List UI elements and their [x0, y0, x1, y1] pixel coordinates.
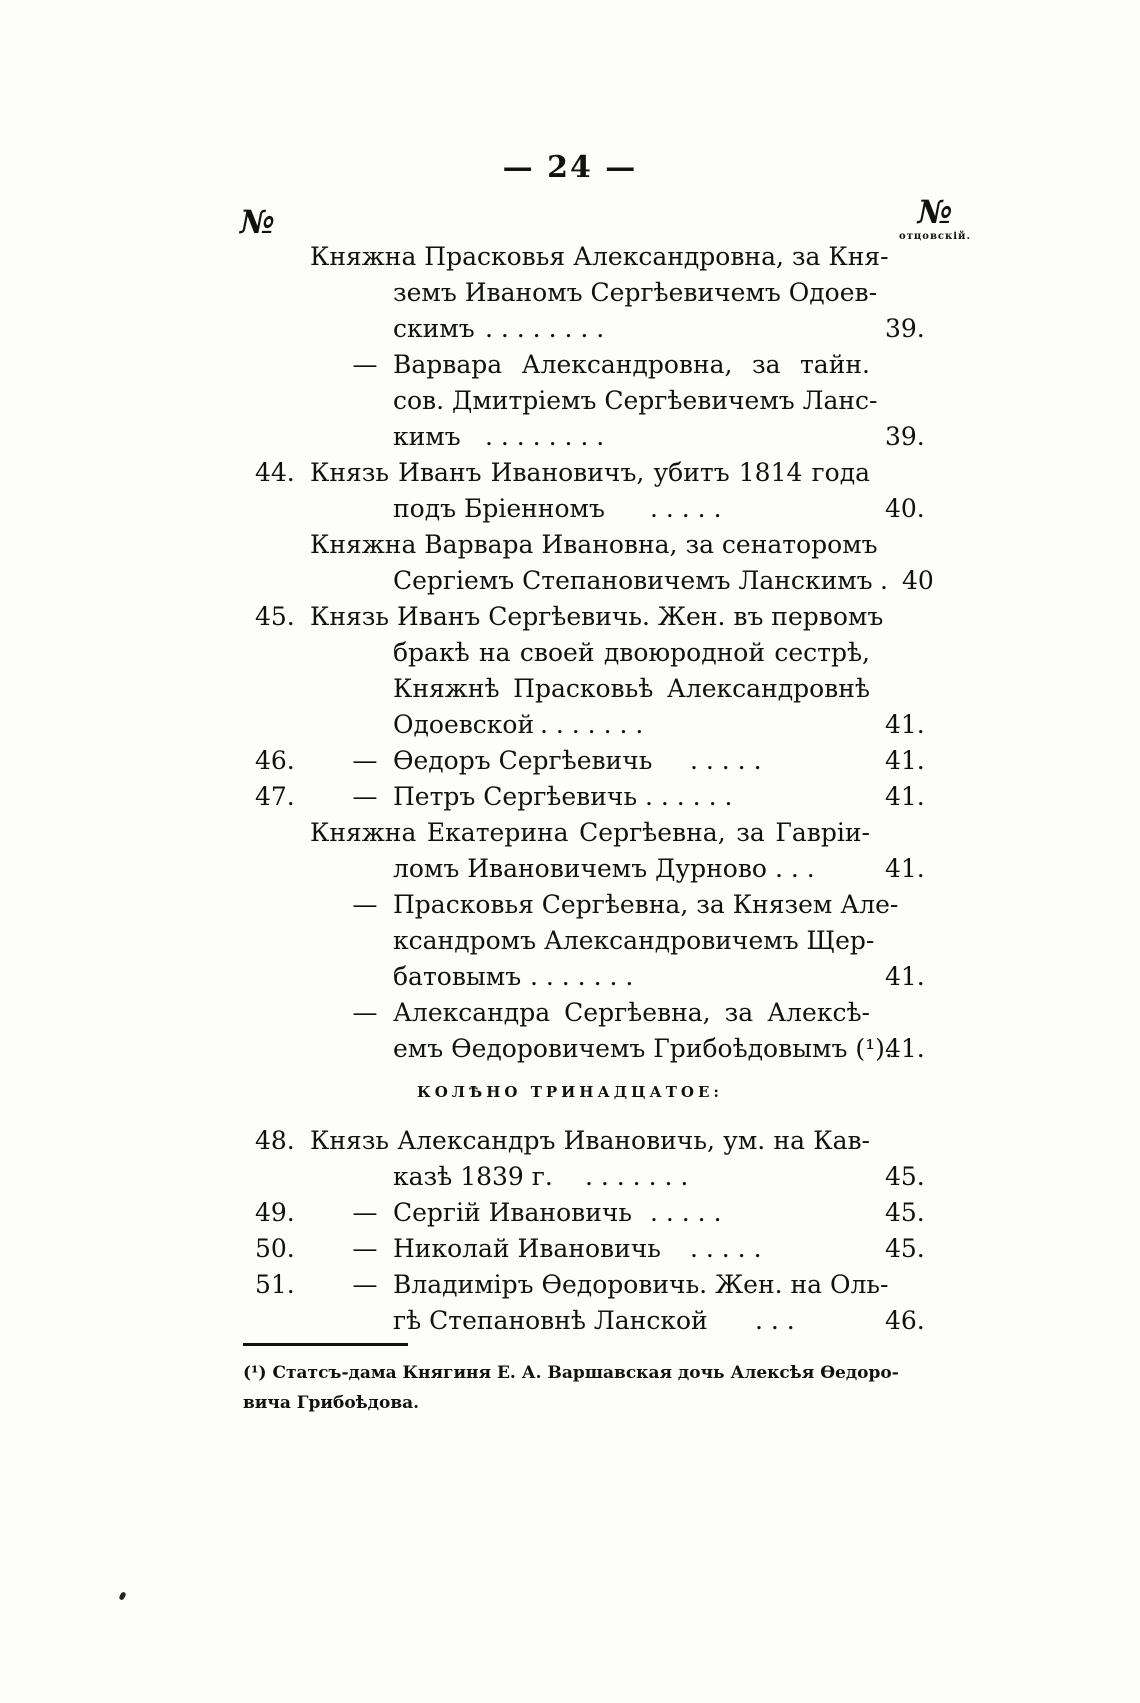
page-ref: 41.	[885, 962, 925, 991]
header-number-mark-right	[895, 195, 975, 242]
page-ref: 46.	[885, 1306, 925, 1335]
page-ref: 39.	[885, 314, 925, 343]
header-right-sublabel: отцовскій.	[899, 231, 971, 242]
leader-dots: . . . . . . .	[540, 710, 644, 739]
page-ref: 41.	[885, 782, 925, 811]
entry-text: Александра Сергѣевна, за Алексѣ-	[393, 998, 870, 1027]
ditto-dash: —	[352, 350, 378, 379]
page-ref: 45.	[885, 1162, 925, 1191]
entry-number: 47.	[255, 782, 295, 811]
page-number: — 24 —	[502, 150, 638, 185]
page-ref: 39.	[885, 422, 925, 451]
leader-dots: . . . . . . .	[585, 1162, 689, 1191]
entry-text: Сергій Ивановичь	[393, 1198, 633, 1227]
entry-number: 44.	[255, 458, 295, 487]
entry-text: Варвара Александровна, за тайн.	[393, 350, 870, 379]
entry-text: Князь Иванъ Сергѣевичь. Жен. въ первомъ	[310, 602, 884, 631]
leader-dots: . . . . . . . .	[485, 314, 605, 343]
footnote-line: (¹) Статсъ-дама Княгиня Е. А. Варшавская дочь Алексѣя Ѳедоро-	[243, 1363, 899, 1383]
entry-number: 49.	[255, 1198, 295, 1227]
entry-text: Княжнѣ Прасковьѣ Александровнѣ	[393, 674, 870, 703]
entry-text: кимъ	[393, 422, 461, 451]
entry-text: Князь Александръ Ивановичь, ум. на Кав-	[310, 1126, 870, 1155]
entry-text: Княжна Прасковья Александровна, за Кня-	[310, 242, 889, 271]
footnote-line: вича Грибоѣдова.	[243, 1393, 420, 1413]
ditto-dash: —	[352, 1198, 378, 1227]
entry-text: казѣ 1839 г.	[393, 1162, 553, 1191]
entry-text: Князь Иванъ Ивановичъ, убитъ 1814 года	[310, 458, 870, 487]
leader-dots: . . . . . . . .	[485, 422, 605, 451]
entry-text: Княжна Варвара Ивановна, за сенаторомъ	[310, 530, 878, 559]
leader-dots: . . . . .	[690, 746, 762, 775]
header-number-mark-right-symbol: №	[917, 193, 953, 231]
entry-text: сов. Дмитріемъ Сергѣевичемъ Ланс-	[393, 386, 878, 415]
page-ref: 41.	[885, 1034, 925, 1063]
entry-text: Николай Ивановичь	[393, 1234, 661, 1263]
page-ref: 40.	[885, 494, 925, 523]
page-ref: 45.	[885, 1198, 925, 1227]
ditto-dash: —	[352, 998, 378, 1027]
page-ref: 45.	[885, 1234, 925, 1263]
entry-text: подъ Бріенномъ	[393, 494, 605, 523]
leader-dots: . . . . .	[650, 1198, 722, 1227]
page-ref: 41.	[885, 710, 925, 739]
leader-dots: .	[880, 566, 888, 595]
entry-number: 50.	[255, 1234, 295, 1263]
entry-text: бракѣ на своей двоюродной сестрѣ,	[393, 638, 870, 667]
entry-text: Прасковья Сергѣевна, за Князем Але-	[393, 890, 899, 919]
entry-text: гѣ Степановнѣ Ланской	[393, 1306, 708, 1335]
entry-text: емъ Ѳедоровичемъ Грибоѣдовымъ (¹).	[393, 1034, 893, 1063]
ditto-dash: —	[352, 1270, 378, 1299]
page-ref: 40	[902, 566, 934, 595]
entry-text: Петръ Сергѣевичь	[393, 782, 638, 811]
entry-text: Княжна Екатерина Сергѣевна, за Гавріи-	[310, 818, 870, 847]
entry-text: скимъ	[393, 314, 475, 343]
entry-text: земъ Иваномъ Сергѣевичемъ Одоев-	[393, 278, 878, 307]
entry-text: ломъ Ивановичемъ Дурново	[393, 854, 767, 883]
entry-number: 51.	[255, 1270, 295, 1299]
entry-text: Ѳедоръ Сергѣевичь	[393, 746, 653, 775]
page-ref: 41.	[885, 854, 925, 883]
ditto-dash: —	[352, 890, 378, 919]
leader-dots: . . . . .	[650, 494, 722, 523]
entry-text: Владиміръ Ѳедоровичь. Жен. на Оль-	[393, 1270, 889, 1299]
ditto-dash: —	[352, 1234, 378, 1263]
leader-dots: . . . . .	[690, 1234, 762, 1263]
entry-text: Сергіемъ Степановичемъ Ланскимъ	[393, 566, 873, 595]
entry-text: ксандромъ Александровичемъ Щер-	[393, 926, 875, 955]
leader-dots: . . .	[775, 854, 815, 883]
leader-dots: . . . . . .	[645, 782, 733, 811]
entry-number: 46.	[255, 746, 295, 775]
entry-number: 45.	[255, 602, 295, 631]
entry-text: Одоевской	[393, 710, 535, 739]
footnote-rule	[243, 1343, 408, 1346]
entry-text: батовымъ	[393, 962, 522, 991]
ditto-dash: —	[352, 746, 378, 775]
ink-speck	[118, 1591, 126, 1600]
ditto-dash: —	[352, 782, 378, 811]
leader-dots: . . . . . . .	[530, 962, 634, 991]
section-title: КОЛѢНО ТРИНАДЦАТОЕ:	[417, 1083, 723, 1101]
page-ref: 41.	[885, 746, 925, 775]
entry-number: 48.	[255, 1126, 295, 1155]
header-number-mark-left: №	[240, 203, 275, 241]
leader-dots: . . .	[755, 1306, 795, 1335]
